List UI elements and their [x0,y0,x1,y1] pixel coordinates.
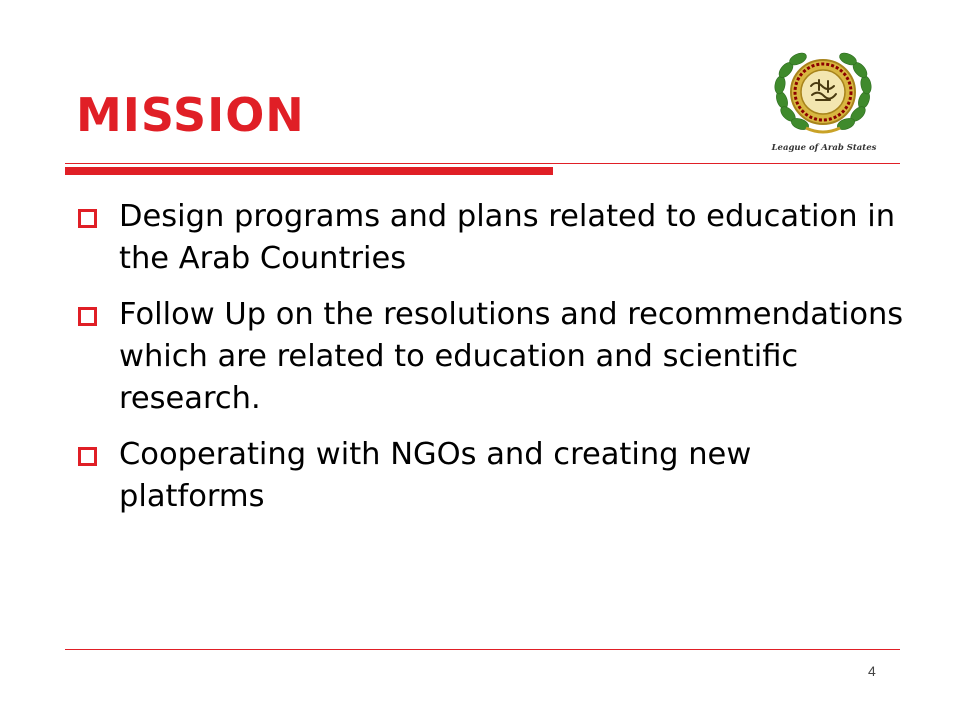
square-bullet-icon [78,447,97,466]
bullet-item [75,434,905,518]
bullet-item [75,196,905,280]
bullet-list [75,196,905,532]
slide-title: MISSION [76,88,305,142]
league-logo [756,40,892,158]
bullet-text: Follow Up on the resolutions and recommendations which are related to education and scientific research. [119,297,904,416]
bullet-text: Design programs and plans related to education in the Arab Countries [119,199,896,276]
title-divider-thin [65,163,900,164]
square-bullet-icon [78,209,97,228]
league-emblem-icon [756,40,892,158]
square-bullet-icon [78,307,97,326]
logo-caption: League of Arab States [771,143,877,153]
bullet-item [75,294,905,420]
title-divider-thick [65,167,553,175]
bullet-text: Cooperating with NGOs and creating new platforms [119,437,752,514]
footer-divider [65,649,900,650]
page-number: 4 [868,663,876,679]
